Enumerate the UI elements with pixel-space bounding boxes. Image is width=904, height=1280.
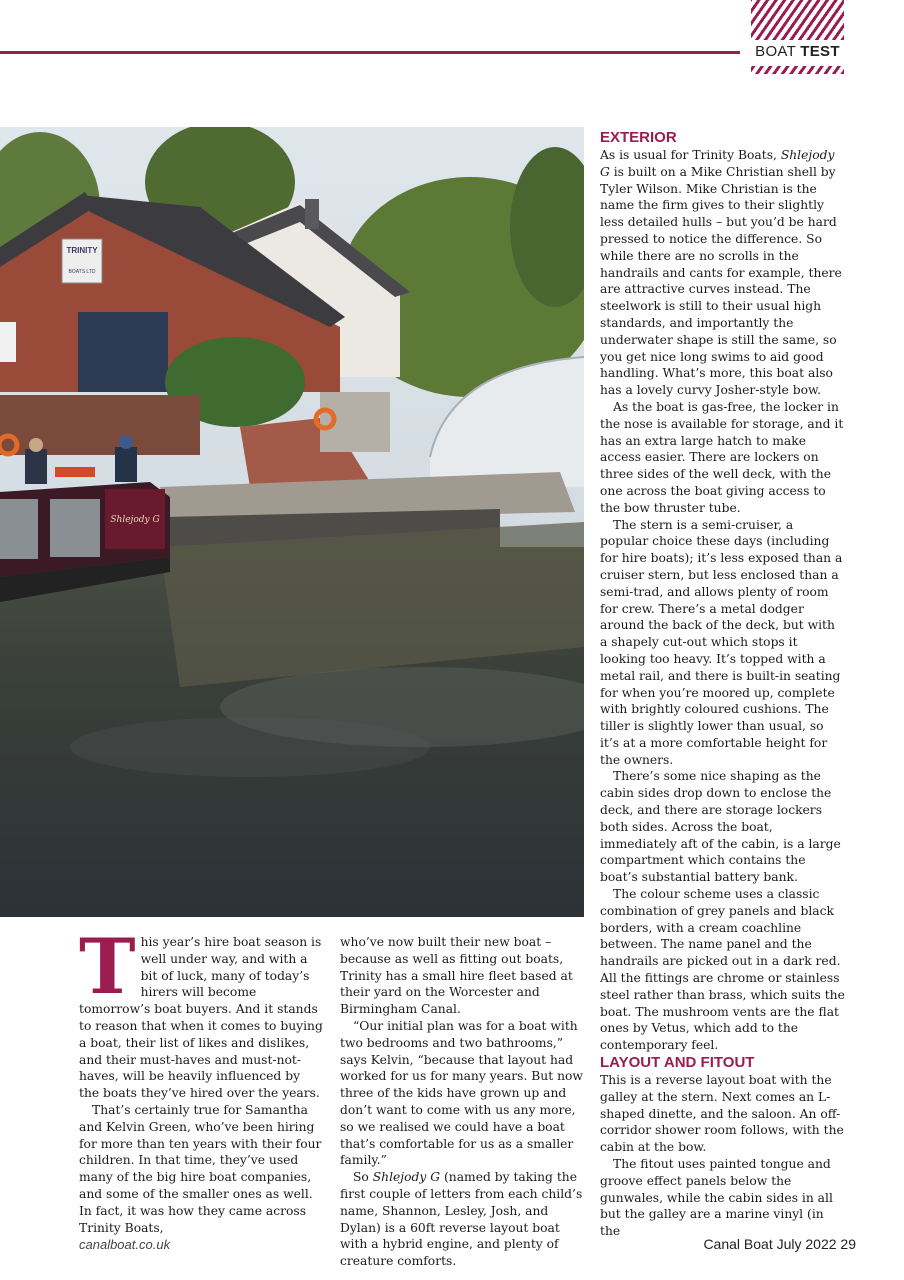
- layout-heading: LAYOUT AND FITOUT: [600, 1054, 755, 1072]
- exterior-paragraph-5: The colour scheme uses a classic combination of grey panels and black borders, with a cream coachline between. The name panel and the handrails are picked out in a dark red. All the fittings are chrome or stainless steel rather than brass, which suits the boat. The mushroom vents are the flat ones by Vetus, which add to the contemporary feel.: [600, 887, 845, 1053]
- footer-page-info: Canal Boat July 2022 29: [703, 1236, 856, 1252]
- exterior-paragraph-2: As the boat is gas-free, the locker in the nose is available for storage, and it has an extra large hatch to make access easier. There are lockers on three sides of the well deck, with the one across the boat giving access to the bow thruster tube.: [600, 399, 844, 515]
- sign-text-boats: BOATS LTD: [68, 269, 96, 275]
- exterior-paragraph-1: As is usual for Trinity Boats, Shlejody G is built on a Mike Christian shell by Tyler Wilson. Mike Christian is the name the firm gives to their slightly less detailed hulls – but you’d be hard pressed to notice the difference. So while there are no scrolls in the handrails and cants for example, there are attractive curves instead. The steelwork is still to their usual high standards, and importantly the underwater shape is still the same, so you get nice long swims to aid good handling. What’s more, this boat also has a lovely curvy Josher-style bow.: [600, 148, 842, 398]
- body-column-3: [600, 129, 845, 1240]
- header-stripes-top: [751, 0, 844, 40]
- intro-paragraph-2: That’s certainly true for Samantha and Kelvin Green, who’ve been hiring for more than ten years with their four children. In that time, they’ve used many of the big hire boat companies, and some of the smaller ones as well. In fact, it was how they came across Trinity Boats,: [79, 1102, 322, 1235]
- exterior-heading: EXTERIOR: [600, 129, 677, 146]
- intro-column-2: [340, 934, 584, 1270]
- boat-name-text: Shlejody G: [110, 515, 160, 525]
- exterior-paragraph-4: There’s some nice shaping as the cabin sides drop down to enclose the deck, and there are storage lockers both sides. Across the boat, immediately aft of the cabin, is a large compartment which contains the boat’s substantial battery bank.: [600, 769, 841, 885]
- boatyard-photo: [0, 127, 584, 917]
- layout-paragraph-1: This is a reverse layout boat with the galley at the stern. Next comes an L-shaped dinette, and the saloon. An off-corridor shower room follows, with the cabin at the bow.: [600, 1073, 844, 1155]
- header-stripes-bottom: [751, 66, 844, 74]
- intro-column-1: [79, 922, 324, 1236]
- sign-text-trinity: TRINITY: [66, 246, 98, 255]
- layout-paragraph-2: The fitout uses painted tongue and groove effect panels below the gunwales, while the cabin sides in all but the galley are a marine vinyl (in the: [600, 1157, 833, 1239]
- drop-cap: T: [79, 922, 136, 1011]
- exterior-paragraph-3: The stern is a semi-cruiser, a popular choice these days (including for hire boats); it’s less exposed than a cruiser stern, but less enclosed than a semi-trad, and allows plenty of room for crew. There’s a metal dodger around the back of the deck, but with a shapely cut-out which stops it looking too heavy. It’s topped with a metal rail, and there is built-in seating for when you’re moored up, complete with brightly coloured cushions. The tiller is slightly lower than usual, so it’s at a more comfortable height for the owners.: [600, 517, 843, 767]
- page-number: 29: [840, 1236, 856, 1252]
- footer-website: canalboat.co.uk: [79, 1237, 171, 1252]
- intro-paragraph-1: This year’s hire boat season is well under way, and with a bit of luck, many of today’s hirers will become tomorrow’s boat buyers. And it stands to reason that when it comes to buying a boat, their list of likes and dislikes, and their must-haves and must-not-haves, will be heavily influenced by the boats they’ve hired over the years.: [79, 922, 323, 1101]
- intro-paragraph-4: “Our initial plan was for a boat with two bedrooms and two bathrooms,” says Kelvin, “because that layout had worked for us for many years. But now three of the kids have grown up and don’t want to come with us any more, so we realised we could have a boat that’s comfortable for us as a smaller family.”: [340, 1018, 583, 1168]
- section-label: BOAT TEST: [755, 43, 840, 60]
- intro-paragraph-3: who’ve now built their new boat – because as well as fitting out boats, Trinity has a small hire fleet based at their yard on the Worcester and Birmingham Canal.: [340, 935, 573, 1017]
- intro-paragraph-5: So Shlejody G (named by taking the first couple of letters from each child’s name, Shannon, Lesley, Josh, and Dylan) is a 60ft reverse layout boat with a hybrid engine, and plenty of creature comforts.: [340, 1170, 583, 1269]
- header-rule: [0, 51, 740, 54]
